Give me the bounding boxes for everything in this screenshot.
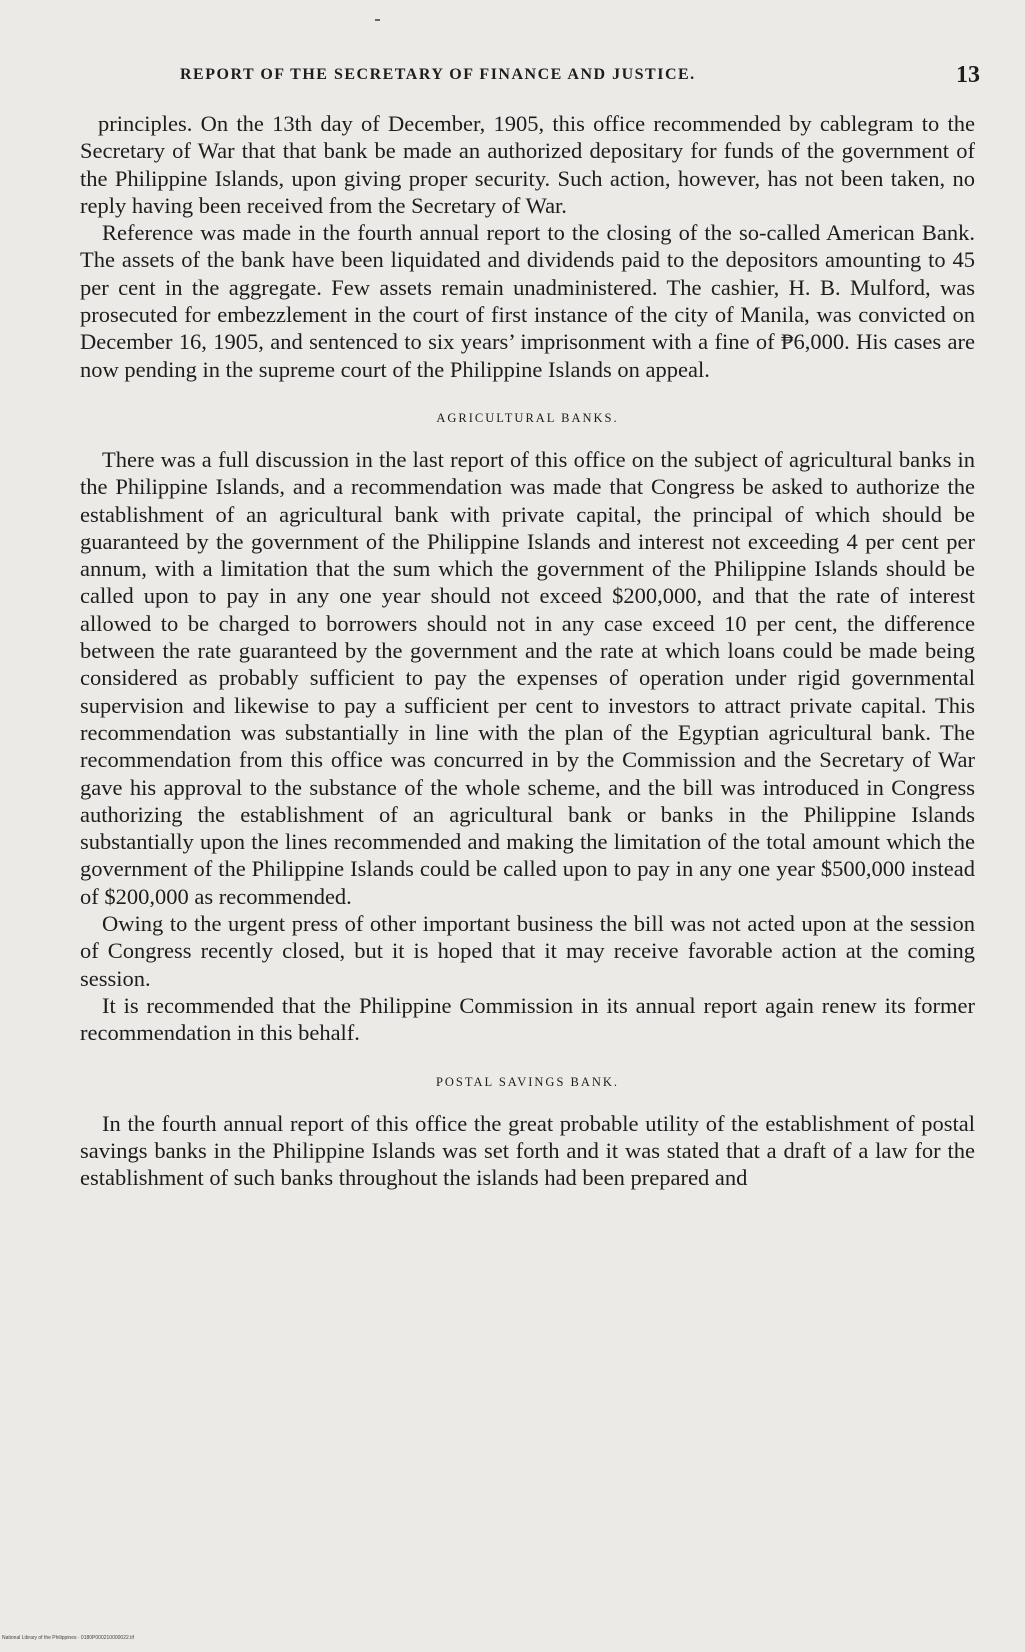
document-body bbox=[80, 110, 975, 1191]
paragraph-agricultural-discussion: There was a full discussion in the last report of this office on the subject of agricultural banks in the Philippine Islands, and a recommendation was made that Congress be asked to authorize the establishment of an agricultural bank with private capital, the principal of which should be guaranteed by the government of the Philippine Islands and interest not exceeding 4 per cent per annum, with a limitation that the sum which the government of the Philippine Islands should be called upon to pay in any one year should not exceed $200,000, and that the rate of interest allowed to be charged to borrowers should not in any case exceed 10 per cent, the difference between the rate guaranteed by the government and the rate at which loans could be made being considered as probably sufficient to pay the expenses of operation under rigid governmental supervision and likewise to pay a sufficient per cent to investors to attract private capital. This recommendation was substantially in line with the plan of the Egyptian agricultural bank. The recommendation from this office was concurred in by the Commission and the Secretary of War gave his approval to the substance of the whole scheme, and the bill was introduced in Congress authorizing the establishment of an agricultural bank or banks in the Philippine Islands substantially upon the lines recommended and making the limitation of the total amount which the government of the Philippine Islands could be called upon to pay in any one year $500,000 instead of $200,000 as recommended. bbox=[80, 446, 975, 909]
scan-footer: National Library of the Philippines · 0180P000210000022.tif bbox=[2, 1635, 135, 1641]
paragraph-postal-savings: In the fourth annual report of this office the great probable utility of the establishment of postal savings banks in the Philippine Islands was set forth and it was stated that a draft of a law for the establishment of such banks throughout the islands had been prepared and bbox=[80, 1110, 975, 1191]
scan-speck bbox=[375, 19, 380, 21]
section-heading-postal-savings-bank: POSTAL SAVINGS BANK. bbox=[435, 1074, 620, 1089]
section-heading-agricultural-banks: AGRICULTURAL BANKS. bbox=[436, 410, 619, 425]
running-head: REPORT OF THE SECRETARY OF FINANCE AND JUSTICE. bbox=[180, 66, 696, 83]
paragraph-continued: principles. On the 13th day of December, 1905, this office recommended by cablegram to the Secretary of War that that bank be made an authorized depositary for funds of the government of the Philippine Islands, upon giving proper security. Such action, however, has not been taken, no reply having been received from the Secretary of War. bbox=[80, 111, 975, 218]
page-number: 13 bbox=[956, 62, 980, 88]
paragraph-american-bank: Reference was made in the fourth annual report to the closing of the so-called American Bank. The assets of the bank have been liquidated and dividends paid to the depositors amounting to 45 per cent in the aggregate. Few assets remain unadministered. The cashier, H. B. Mulford, was prosecuted for embezzlement in the court of first instance of the city of Manila, was convicted on December 16, 1905, and sentenced to six years’ imprisonment with a fine of ₱6,000. His cases are now pending in the supreme court of the Philippine Islands on appeal. bbox=[80, 220, 975, 382]
paragraph-recommendation: It is recommended that the Philippine Commission in its annual report again renew its former recommendation in this behalf. bbox=[80, 992, 975, 1046]
paragraph-bill-not-acted: Owing to the urgent press of other important business the bill was not acted upon at the session of Congress recently closed, but it is hoped that it may receive favorable action at the coming session. bbox=[80, 911, 975, 991]
page-header bbox=[180, 62, 980, 92]
